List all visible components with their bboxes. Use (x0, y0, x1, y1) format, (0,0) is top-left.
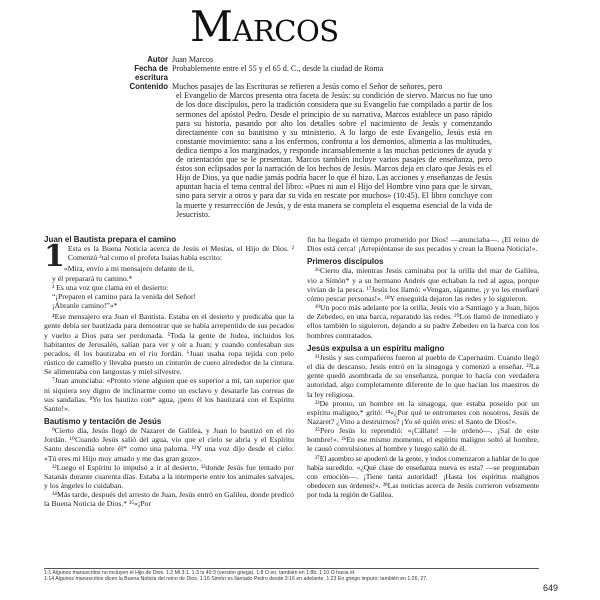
author-row (100, 55, 492, 64)
verse-paragraph: ¹⁴Más tarde, después del arresto de Juan, Jesús entró en Galilea, donde predicó la Buena Noticia de Dios.* ¹⁵«¡Por (44, 490, 294, 509)
verse-paragraph: ⁷Juan anunciaba: «Pronto viene alguien que es superior a mí, tan superior que ni siquiera soy digno de inclinarme como un esclavo y desatarle las correas de sus sandalias. ⁸Yo los bautizo con* agua, ¡pero él los bautizará con el Espíritu Santo!». (44, 376, 294, 413)
content-summary: el Evangelio de Marcos presenta otra faceta de Jesús: su condición de siervo. Marcos no fue uno de los doce discípulos, pero la tradición considera que su Evangelio fue compilado a partir de los sermones del apóstol Pedro. Desde el principio de su narrativa, Marcos establece un paso rápido para su historia, pasando por alto los detalles sobre el nacimiento de Jesús y comenzando directamente con su bautismo y su ministerio. A lo largo de este Evangelio, Jesús está en constante movimiento: sana a los enfermos, confronta a los demonios, alimenta a las multitudes, dedica tiempo a los marginados, y responde incansablemente a las muchas peticiones de ayuda y de orientación que se le presentan. Marcos también incluye varios pasajes de enseñanza, pero éstos son eclipsados por la narración de los hechos de Jesús. Marcos deja en claro que Jesús es el Hijo de Dios, ya que nadie jamás podría hacer lo que él hizo. Las acciones y enseñanzas de Jesús apuntan hacia el tema central del libro: «Pues ni aun el Hijo del Hombre vino para que le sirvan, sino para servir a otros y para dar su vida en rescate por muchos» (10:45). El libro concluye con la muerte y resurrección de Jesús, y de esta manera se completa el esquema esencial de la vida de Jesucristo. (176, 91, 492, 219)
quote-line: y él preparará tu camino.* (52, 273, 133, 283)
verse-paragraph: ¹⁹Un poco más adelante por la orilla, Jesús vio a Santiago y a Juan, hijos de Zebedeo, en una barca, reparando las redes. ²⁰Los llamó de inmediato y ellos también lo siguieron, dejando a su padre Zebedeo en la barca con los hombres contratados. (307, 303, 539, 340)
chapter-number: 1 (44, 239, 65, 275)
quote-line: ¡Ábranle camino!”»* (52, 301, 118, 311)
book-introduction (100, 55, 492, 219)
section-heading: Bautismo y tentación de Jesús (44, 416, 162, 426)
verse-paragraph: ⁴Ese mensajero era Juan el Bautista. Estaba en el desierto y predicaba que la gente debía ser bautizada para demostrar que se había arrepentido de sus pecados y vuelto a Dios para ser perdonada. ⁵Toda la gente de Judea, incluidos los habitantes de Jerusalén, salían para ver y oír a Juan; y cuando confesaban sus pecados, él los bautizaba en el río Jordán. ⁶Juan usaba ropa tejida con pelo rústico de camello y llevaba puesto un cinturón de cuero alrededor de la cintura. Se alimentaba con langostas y miel silvestre. (44, 312, 294, 377)
footnote-line: 1:14 Algunos manuscritos dicen la Buena Noticia del reino de Dios. 1:16 Simón es llamado Pedro desde 3:16 en adelante. 1:23 En griego impuro; también en 1:26, 27. (44, 576, 428, 583)
section-heading: Juan el Bautista prepara el camino (44, 235, 177, 244)
page-number: 649 (542, 583, 558, 593)
verse-paragraph: ¹²Luego el Espíritu lo impulsó a ir al desierto, ¹³donde Jesús fue tentado por Satanás durante cuarenta días. Estaba a la intemperie entre los animales salvajes, y los ángeles lo cuidaban. (44, 462, 294, 491)
verse-paragraph: ²⁵Pero Jesús lo reprendió: «¡Cállate! —le ordenó—. ¡Sal de este hombre!». ²⁶En ese mismo momento, el espíritu maligno soltó al hombre, le causó convulsiones al hombre y luego salió de él. (307, 426, 539, 454)
verse-paragraph: fin ha llegado el tiempo prometido por Dios! —anunciaba—. ¡El reino de Dios está cerca! ¡Arrepiéntanse de sus pecados y crean la Buena Noticia!». (307, 235, 539, 254)
date-row (100, 64, 492, 82)
quote-line: “¡Preparen el camino para la venida del Señor! (52, 291, 197, 301)
author-label: Autor (147, 55, 168, 64)
footnote-line: 1:1 Algunos manuscritos no incluyen el Hijo de Dios. 1:2 Ml 3:1. 1:3 Is 40:3 (versión griega). 1:8 O en; también en 1:8b. 1:10 O hacia él. (44, 570, 356, 576)
footnotes (44, 568, 539, 583)
date-value: Probablemente entre el 55 y el 65 d. C., desde la ciudad de Roma (172, 64, 384, 74)
content-first-line: Muchos pasajes de las Escrituras se refieren a Jesús como el Señor de señores, pero (172, 82, 443, 92)
poetry-quote (44, 264, 294, 310)
author-value: Juan Marcos (172, 55, 214, 64)
verse-paragraph: ²³De pronto, un hombre en la sinagoga, que estaba poseído por un espíritu maligno,* gritó: ²⁴«¿Por qué te entrometes con nosotros, Jesús de Nazaret? ¿Vino a destruirnos? ¡Yo sé quién eres: el Santo de Dios!». (307, 398, 539, 426)
book-title: Marcos (190, 2, 339, 51)
verse-paragraph: ⁹Cierto día, Jesús llegó de Nazaret de Galilea, y Juan lo bautizó en el río Jordán. ¹⁰Cuando Jesús salió del agua, vio que el cielo se abría y el Espíritu Santo descendía sobre él* como una paloma. ¹¹Y una voz dijo desde el cielo: «Tú eres mi Hijo muy amado y me das gran gozo». (44, 426, 294, 463)
content-label: Contenido (129, 82, 168, 92)
section-heading: Primeros discípulos (307, 257, 384, 267)
verse-paragraph: ²⁷El asombro se apoderó de la gente, y todos comenzaron a hablar de lo que había sucedido. «¿Qué clase de enseñanza nueva es esta? —se preguntaban con emoción—. ¡Tiene tanta autoridad! ¡Hasta los espíritus malignos obedecen sus órdenes!». ²⁸Las noticias acerca de Jesús corrieron velozmente por toda la región de Galilea. (307, 453, 539, 500)
left-column (44, 235, 294, 509)
verse-text: Esta es la Buena Noticia acerca de Jesús el Mesías, el Hijo de Dios. ² Comenzó ²tal como el profeta Isaías había escrito: (67, 244, 294, 263)
section-heading: Jesús expulsa a un espíritu maligno (307, 343, 445, 353)
verse-paragraph: ²¹Jesús y sus compañeros fueron al pueblo de Capernaúm. Cuando llegó el día de descanso, Jesús entró en la sinagoga y comenzó a enseñar. ²²La gente quedó asombrada de su enseñanza, porque lo hacía con verdadera autoridad, algo completamente diferente de lo que hacían los maestros de la ley religiosa. (307, 352, 539, 399)
date-label: Fecha de escritura (134, 64, 168, 83)
quote-line: ³ Es una voz que clama en el desierto: (52, 282, 169, 292)
content-row (100, 82, 492, 91)
verse-paragraph: ¹⁶Cierto día, mientras Jesús caminaba por la orilla del mar de Galilea, vio a Simón* y a su hermano Andrés que echaban la red al agua, porque vivían de la pesca. ¹⁷Jesús los llamó: «Vengan, síganme, ¡y yo les enseñaré cómo pescar personas!». ¹⁸Y enseguida dejaron las redes y lo siguieron. (307, 266, 539, 303)
quote-line: «Mira, envío a mi mensajero delante de ti, (63, 264, 194, 274)
right-column (307, 235, 539, 499)
